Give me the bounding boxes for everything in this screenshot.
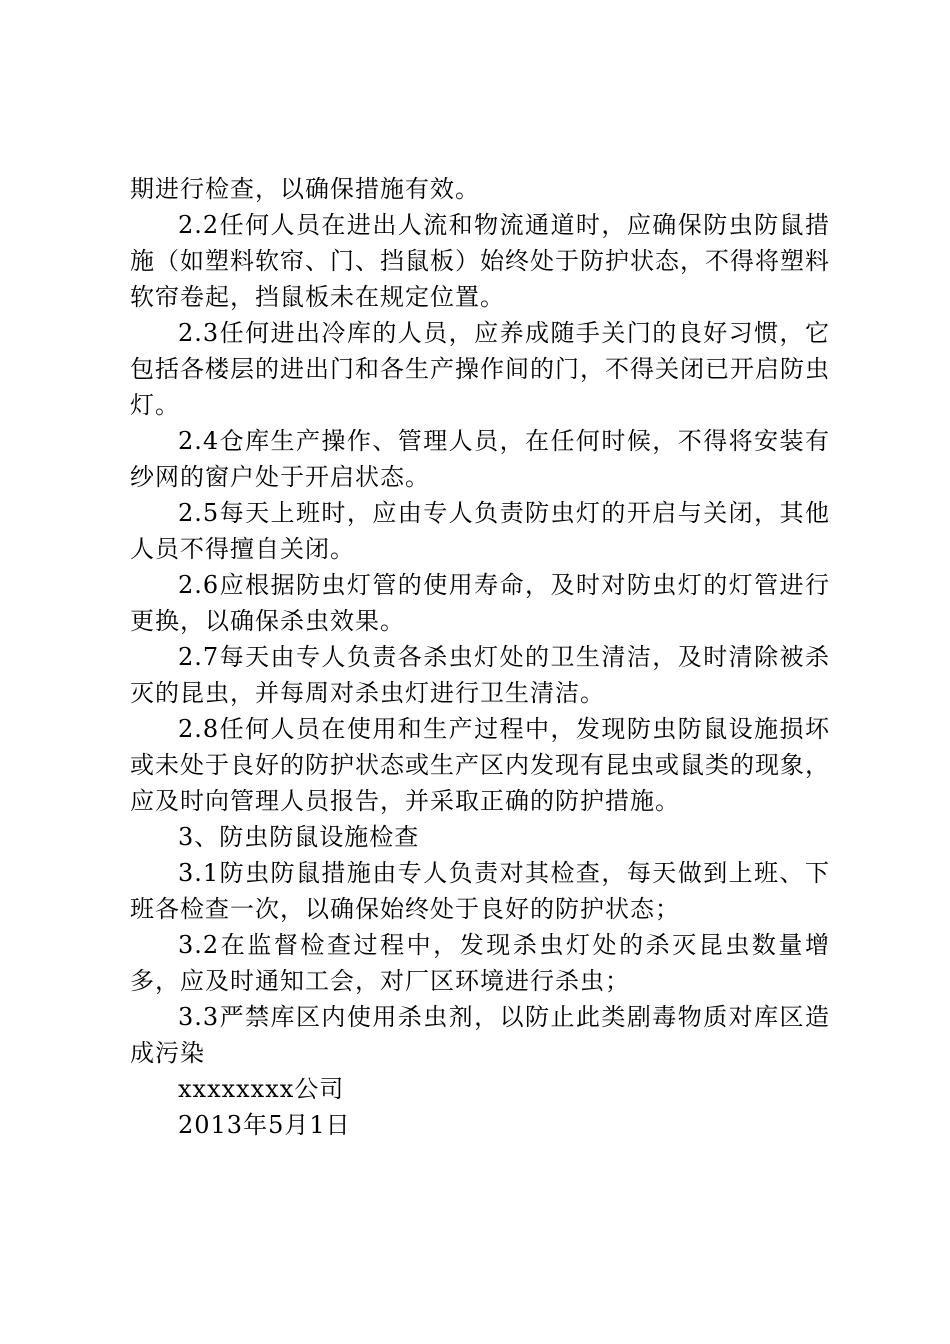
paragraph-2-5: 2.5每天上班时，应由专人负责防虫灯的开启与关闭，其他人员不得擅自关闭。 <box>130 499 830 563</box>
paragraph-3-2: 3.2在监督检查过程中，发现杀虫灯处的杀灭昆虫数量增多，应及时通知工会，对厂区环境进行杀虫； <box>130 931 830 995</box>
paragraph-2-7: 2.7每天由专人负责各杀虫灯处的卫生清洁，及时清除被杀灭的昆虫，并每周对杀虫灯进行卫生清洁。 <box>130 643 830 707</box>
paragraph-3-1: 3.1防虫防鼠措施由专人负责对其检查，每天做到上班、下班各检查一次，以确保始终处于良好的防护状态； <box>130 859 830 923</box>
signature-date: 2013年5月1日 <box>178 1111 351 1139</box>
paragraph-2-8: 2.8任何人员在使用和生产过程中，发现防虫防鼠设施损坏或未处于良好的防护状态或生产区内发现有昆虫或鼠类的现象，应及时向管理人员报告，并采取正确的防护措施。 <box>130 715 830 815</box>
document-body <box>130 171 830 1143</box>
signature-company: xxxxxxxx公司 <box>178 1075 345 1103</box>
paragraph-2-3: 2.3任何进出冷库的人员，应养成随手关门的良好习惯，它包括各楼层的进出门和各生产操作间的门，不得关闭已开启防虫灯。 <box>130 319 830 419</box>
section-heading-3: 3、防虫防鼠设施检查 <box>178 823 420 851</box>
paragraph-3-3: 3.3严禁库区内使用杀虫剂，以防止此类剧毒物质对库区造成污染 <box>130 1003 830 1067</box>
paragraph-2-4: 2.4仓库生产操作、管理人员，在任何时候，不得将安装有纱网的窗户处于开启状态。 <box>130 427 830 491</box>
paragraph-continuation: 期进行检查，以确保措施有效。 <box>130 175 480 203</box>
paragraph-2-2: 2.2任何人员在进出人流和物流通道时，应确保防虫防鼠措施（如塑料软帘、门、挡鼠板）始终处于防护状态，不得将塑料软帘卷起，挡鼠板未在规定位置。 <box>130 211 830 311</box>
paragraph-2-6: 2.6应根据防虫灯管的使用寿命，及时对防虫灯的灯管进行更换，以确保杀虫效果。 <box>130 571 830 635</box>
